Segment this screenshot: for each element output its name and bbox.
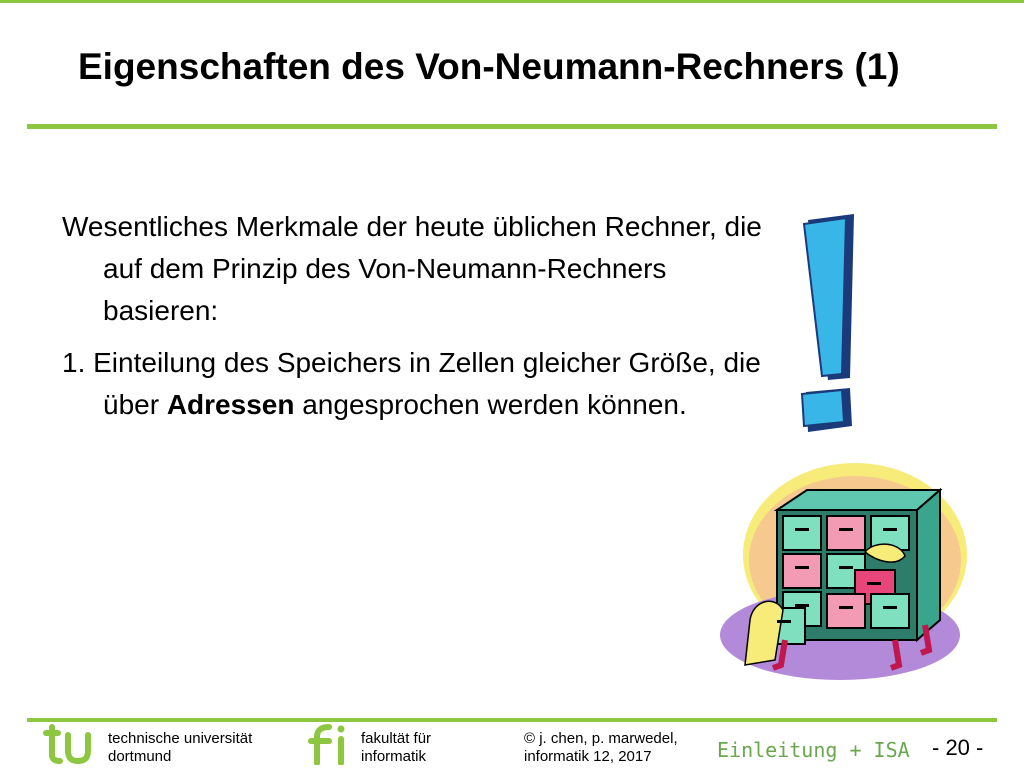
file-cabinet-icon (715, 460, 980, 685)
footer-university (108, 730, 252, 766)
exclamation-icon (794, 210, 864, 440)
university-line-2: dortmund (108, 748, 172, 765)
fi-logo (307, 723, 355, 765)
slide-body (62, 206, 762, 426)
list-item-1 (62, 342, 762, 426)
faculty-line-1: fakultät für (361, 730, 432, 747)
slide-title: Eigenschaften des Von-Neumann-Rechners (1) (78, 46, 900, 87)
footer-copyright (524, 730, 678, 766)
intro-paragraph: Wesentliches Merkmale der heute üblichen Rechner, die auf dem Prinzip des Von-Neumann-Rechners basieren: (62, 211, 762, 326)
list-item-1-text-a: 1. Einteilung des Speichers in Zellen gleicher Größe, die über (62, 347, 761, 420)
copyright-line-2: informatik 12, 2017 (524, 748, 652, 765)
copyright-line-1: © j. chen, p. marwedel, (524, 730, 678, 747)
title-underline (27, 124, 997, 129)
university-line-1: technische universität (108, 730, 253, 747)
footer-rule (27, 718, 997, 722)
footer-faculty (361, 730, 431, 766)
top-accent-line (0, 0, 1024, 3)
page-number: - 20 - (932, 735, 984, 760)
faculty-line-2: informatik (361, 748, 427, 765)
footer-course-title: Einleitung + ISA (717, 738, 910, 762)
keyword-adressen: Adressen (166, 389, 295, 420)
list-item-1-text-b: angesprochen werden können. (294, 389, 687, 420)
tu-logo (42, 723, 102, 765)
